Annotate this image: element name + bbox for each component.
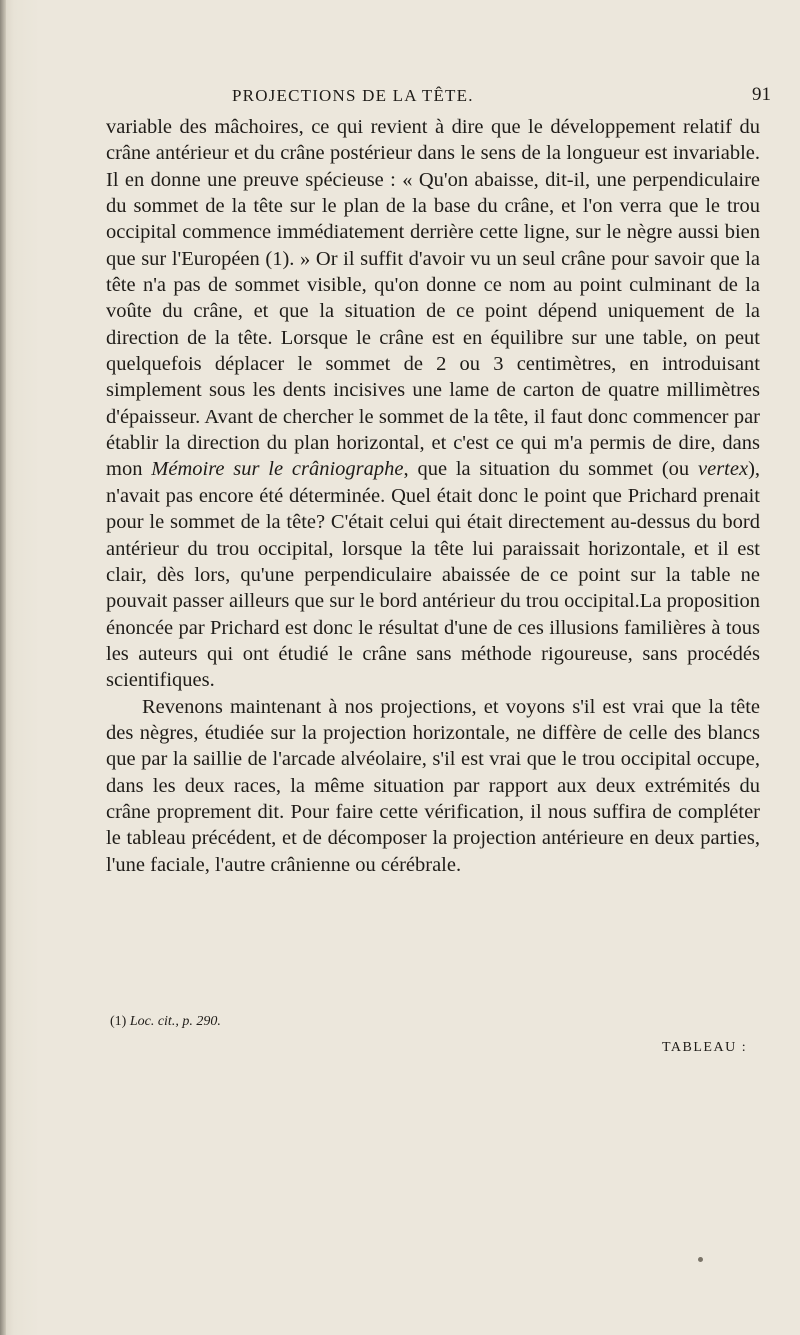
vertex-term: vertex [698, 458, 749, 481]
memoire-title: Mémoire sur le crâniographe [151, 458, 404, 481]
body-text [106, 114, 760, 878]
paragraph-1-part-b: , que la situation du sommet (ou [403, 458, 690, 481]
footnote-marker: (1) [110, 1014, 127, 1029]
running-head-title: PROJECTIONS DE LA TÊTE. [232, 86, 474, 105]
page-number: 91 [752, 84, 771, 105]
running-head [0, 86, 800, 110]
paragraph-1 [106, 114, 760, 694]
footnote [110, 1014, 221, 1030]
page-edge-shadow [0, 0, 6, 1335]
paragraph-1-part-a: variable des mâchoires, ce qui revient à dire que le développement relatif du crâne antérieur et du crâne postérieur dans le sens de la longueur est invariable. Il en donne une preuve spécieuse : « Qu'on abaisse, dit-il, une perpendiculaire du sommet de la tête sur le plan de la base du crâne, et l'on verra que le trou occipital commence immédiatement derrière cette ligne, sur le nègre aussi bien que sur l'Européen (1). » Or il suffit d'avoir vu un seul crâne pour savoir que la tête n'a pas de sommet visible, qu'on donne ce nom au point culminant de la voûte du crâne, et que la situation de ce point dépend uniquement de la direction de la tête. Lorsque le crâne est en équilibre sur une table, on peut quelquefois déplacer le sommet de 2 ou 3 centimètres, en introduisant simplement sous les dents incisives une lame de carton de quatre millimètres d'épaisseur. Avant de chercher le sommet de la tête, il faut donc commencer par établir la direction du plan horizontal, et c'est ce qui m'a permis de dire, dans mon [106, 116, 760, 481]
ink-speck [698, 1257, 703, 1262]
footnote-text: Loc. cit., p. 290. [129, 1014, 221, 1029]
paragraph-2: Revenons maintenant à nos projections, et voyons s'il est vrai que la tête des nègres, étudiée sur la projection horizontale, ne diffère de celle des blancs que par la saillie de l'arcade alvéolaire, s'il est vrai que le trou occipital occupe, dans les deux races, la même situation par rapport aux deux extrémités du crâne proprement dit. Pour faire cette vérification, il nous suffira de compléter le tableau précédent, et de décomposer la projection antérieure en deux parties, l'une faciale, l'autre crânienne ou cérébrale. [106, 695, 760, 876]
catchword: TABLEAU : [662, 1040, 748, 1055]
paragraph-1-part-c: ), n'avait pas encore été déterminée. Quel était donc le point que Prichard prenait pour le sommet de la tête? C'était celui qui était directement au-dessus du bord antérieur du trou occipital, lorsque la tête lui paraissait horizontale, et il est clair, dès lors, qu'une perpendiculaire abaissée de ce point sur la table ne pouvait passer ailleurs que sur le bord antérieur du trou occipital.La proposition énoncée par Prichard est donc le résultat d'une de ces illusions familières à tous les auteurs qui ont étudié le crâne sans méthode rigoureuse, sans procédés scientifiques. [106, 458, 761, 692]
